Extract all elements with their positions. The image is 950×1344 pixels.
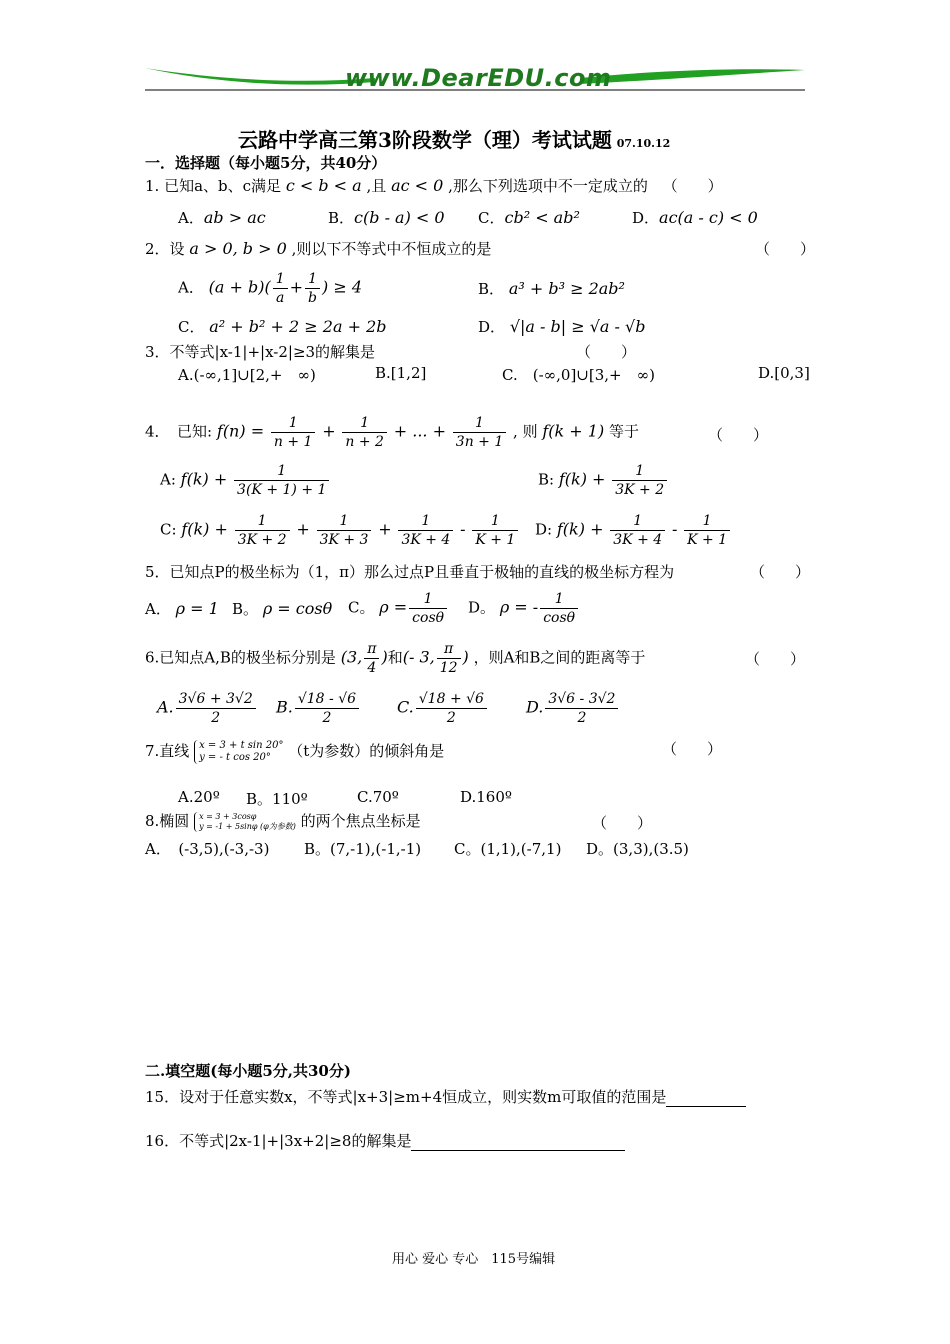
q1-cond2: ac < 0 (391, 176, 444, 195)
q6-b-num: √18 - √6 (295, 690, 359, 709)
q5-a-expr: ρ = 1 (175, 599, 219, 618)
q5-c-pre: ρ = (379, 597, 408, 617)
q15-text: 15．设对于任意实数x，不等式|x+3|≥m+4恒成立，则实数m可取值的范围是 (145, 1088, 667, 1106)
q8-text-a: 8.椭圆 (145, 812, 190, 830)
q6-a-num: 3√6 + 3√2 (176, 690, 256, 709)
q7-paren: （ ） (662, 740, 723, 758)
q7-option-b: B。110º (246, 790, 308, 808)
q5-stem: 5．已知点P的极坐标为（1，π）那么过点P且垂直于极轴的直线的极坐标方程为 (145, 563, 675, 581)
q16-answer-blank[interactable] (411, 1132, 625, 1151)
q4-a-frac (234, 462, 329, 499)
q6-text-b: ，则A和B之间的距离等于 (473, 648, 646, 667)
q4-b-pre: f(k) + (558, 469, 606, 489)
q6-p2-frac (437, 640, 461, 677)
title-date: 07.10.12 (616, 137, 671, 150)
q7-option-d: D.160º (460, 788, 512, 806)
q1-text-a: 1. 已知a、b、c满足 (145, 177, 282, 195)
q6-option-c (397, 690, 489, 727)
q1-a-expr: ab > ac (203, 208, 266, 227)
q6-b-label: B. (276, 697, 293, 717)
q6-p2-num: π (437, 640, 461, 659)
q8-option-c: C。(1,1),(-7,1) (454, 840, 562, 858)
q1-text-b: ,且 (366, 177, 387, 195)
q4-d-d1: 3K + 4 (613, 532, 663, 548)
q4-frac2 (342, 414, 387, 451)
q4-c-p2: + (378, 519, 392, 539)
q2-a-label: A． (178, 278, 204, 297)
q15-answer-blank[interactable] (666, 1088, 746, 1107)
q15 (145, 1086, 746, 1107)
logo-text: www.DearEDU.com (345, 64, 612, 92)
q8-option-d: D。(3,3),(3.5) (586, 840, 689, 858)
q8-option-b: B。(7,-1),(-1,-1) (304, 840, 422, 858)
q1-text-c: ,那么下列选项中不一定成立的 (448, 177, 648, 195)
q7-sys-line2: y = - t cos 20° (199, 752, 271, 763)
q4-c-frac4 (472, 512, 518, 549)
q3-option-c: C. (-∞,0]∪[3,+ ∞) (502, 366, 655, 384)
q4-option-a (160, 462, 331, 499)
q6-p1-post: ) (381, 647, 388, 667)
q2-a-frac2-den: b (308, 290, 318, 306)
q1-b-label: B． (328, 209, 355, 227)
q4-c-frac2 (317, 512, 372, 549)
q5-option-b (232, 598, 332, 619)
q4-c-d3: 3K + 4 (401, 532, 451, 548)
q5-d-frac (540, 590, 578, 627)
q4-c-p1: + (296, 519, 310, 539)
q6-d-frac (545, 690, 618, 727)
q6-text-a: 6.已知点A,B的极坐标分别是 (145, 648, 336, 667)
q1-c-expr: cb² < ab² (504, 208, 580, 227)
q7-option-c: C.70º (357, 788, 399, 806)
q4-text-b: , 则 (513, 422, 538, 441)
q2-option-b (478, 278, 625, 299)
q4-c-n3: 1 (398, 512, 453, 531)
q2-b-expr: a³ + b³ ≥ 2ab² (508, 279, 625, 298)
q6-p1-pre: (3, (340, 647, 363, 667)
q4-option-b (538, 462, 669, 499)
q2-text-b: ,则以下不等式中不恒成立的是 (291, 240, 492, 258)
q1-c-label: C． (478, 209, 505, 227)
q4-c-n4: 1 (472, 512, 518, 531)
q3-stem: 3．不等式|x-1|+|x-2|≥3的解集是 (145, 343, 376, 361)
q2-paren: （ ） (755, 240, 816, 258)
q5-d-den: cosθ (543, 610, 576, 626)
q1-option-d (632, 207, 758, 228)
q6-stem (145, 640, 645, 677)
q6-b-den: 2 (322, 710, 332, 726)
q4-d-minus: - (671, 519, 678, 539)
q1-option-b (328, 207, 445, 228)
q3-option-b: B.[1,2] (375, 364, 427, 382)
page-title (238, 124, 670, 153)
q4-frac1-den: n + 1 (273, 434, 313, 450)
q2-a-frac1 (273, 270, 288, 307)
q4-frac3 (453, 414, 506, 451)
q3-paren: （ ） (576, 343, 637, 361)
q6-option-d (526, 690, 620, 727)
q2-a-pre: (a + b)( (208, 277, 271, 297)
q5-option-a (145, 598, 219, 619)
q7-text-b: （t为参数）的倾斜角是 (288, 742, 445, 760)
q2-a-frac2-num: 1 (305, 270, 320, 289)
q8-paren: （ ） (592, 814, 653, 832)
q6-c-frac (416, 690, 487, 727)
q16 (145, 1130, 625, 1151)
q4-d-n1: 1 (610, 512, 665, 531)
q5-c-label: C。 (348, 598, 375, 617)
q6-and: 和 (387, 648, 403, 667)
q6-c-den: 2 (446, 710, 456, 726)
q5-c-frac (409, 590, 447, 627)
q5-paren: （ ） (750, 563, 811, 581)
q4-c-d4: K + 1 (475, 532, 516, 548)
q7-option-a: A.20º (178, 788, 220, 806)
q5-d-label: D。 (468, 598, 496, 617)
q5-c-num: 1 (409, 590, 447, 609)
q6-paren: （ ） (745, 650, 806, 668)
q7-text-a: 7.直线 (145, 742, 190, 760)
q8-sys-line1: x = 3 + 3cosφ (199, 812, 257, 821)
q4-c-n1: 1 (235, 512, 290, 531)
q2-a-post: ) ≥ 4 (322, 277, 363, 297)
q4-frac3-den: 3n + 1 (455, 434, 504, 450)
q4-frac3-num: 1 (453, 414, 506, 433)
q7-sys-line1: x = 3 + t sin 20° (199, 740, 284, 751)
q2-a-frac1-num: 1 (273, 270, 288, 289)
q6-option-b (276, 690, 361, 727)
q1-cond1: c < b < a (285, 176, 362, 195)
q6-p1-den: 4 (367, 660, 377, 676)
q4-plus: + (322, 421, 336, 441)
q6-p1-num: π (364, 640, 379, 659)
q4-dots: + ... + (393, 421, 446, 441)
q6-a-den: 2 (211, 710, 221, 726)
q4-b-frac (612, 462, 667, 499)
q4-fk1: f(k + 1) (542, 421, 605, 441)
q5-c-den: cosθ (412, 610, 445, 626)
q5-d-num: 1 (540, 590, 578, 609)
q4-a-den: 3(K + 1) + 1 (237, 482, 327, 498)
q4-c-pre: f(k) + (181, 519, 228, 539)
q2-a-frac1-den: a (276, 290, 285, 306)
q1-d-expr: ac(a - c) < 0 (659, 208, 758, 227)
q5-option-d (468, 590, 580, 627)
q5-b-label: B。 (232, 600, 259, 618)
q4-frac2-den: n + 2 (345, 434, 384, 450)
q4-d-d2: K + 1 (687, 532, 728, 548)
q4-text-c: 等于 (609, 422, 640, 441)
q2-a-frac2 (305, 270, 320, 307)
q2-a-plus: + (289, 277, 304, 297)
q7-equation-system (194, 740, 283, 764)
q5-d-pre: ρ = - (499, 597, 539, 617)
q4-b-den: 3K + 2 (615, 482, 665, 498)
q6-c-num: √18 + √6 (416, 690, 487, 709)
q2-option-c (178, 316, 387, 337)
q6-p2-pre: (- 3, (402, 647, 435, 667)
q1-b-expr: c(b - a) < 0 (354, 208, 445, 227)
q8-sys-line2-wrap (199, 822, 296, 832)
q6-a-label: A. (157, 697, 174, 717)
q8-option-a: A． (-3,5),(-3,-3) (145, 840, 270, 858)
q8-stem (145, 810, 421, 832)
q16-text: 16．不等式|2x-1|+|3x+2|≥8的解集是 (145, 1132, 412, 1150)
q8-sys-note: (φ为参数) (260, 822, 296, 831)
q4-c-n2: 1 (317, 512, 372, 531)
q4-frac2-num: 1 (342, 414, 387, 433)
q4-option-d (535, 512, 732, 549)
q4-c-d2: 3K + 3 (319, 532, 369, 548)
q4-a-label: A: (160, 470, 176, 489)
section1-heading: 一．选择题（每小题5分，共40分） (145, 154, 387, 172)
q1-paren: （ ） (662, 177, 723, 195)
q1-option-c (478, 207, 580, 228)
q4-b-num: 1 (612, 462, 667, 481)
q4-fn: f(n) = (216, 421, 265, 441)
q4-frac1 (271, 414, 316, 451)
q2-option-a (178, 270, 362, 307)
q2-text-a: 2．设 (145, 240, 185, 258)
q4-d-label: D: (535, 520, 553, 539)
q1-option-a (178, 207, 266, 228)
q7-stem (145, 740, 444, 764)
q6-d-den: 2 (577, 710, 587, 726)
q8-text-b: 的两个焦点坐标是 (300, 812, 421, 830)
q4-c-label: C: (160, 520, 177, 539)
q1-d-label: D． (632, 209, 660, 227)
q2-b-label: B． (478, 280, 505, 298)
q4-b-label: B: (538, 470, 555, 489)
q3-option-a: A.(-∞,1]∪[2,+ ∞) (178, 366, 316, 384)
q8-equation-system (194, 812, 296, 832)
q8-sys-line2: y = -1 + 5sinφ (199, 822, 258, 831)
q4-d-pre: f(k) + (556, 519, 604, 539)
q4-stem (145, 414, 639, 451)
q6-d-num: 3√6 - 3√2 (545, 690, 618, 709)
q4-paren: （ ） (708, 426, 769, 444)
section2-heading: 二.填空题(每小题5分,共30分) (145, 1062, 351, 1080)
q4-c-d1: 3K + 2 (237, 532, 287, 548)
q5-b-expr: ρ = cosθ (262, 599, 333, 618)
q6-p1-frac (364, 640, 379, 677)
q4-frac1-num: 1 (271, 414, 316, 433)
q4-a-pre: f(k) + (180, 469, 228, 489)
q2-cond: a > 0, b > 0 (189, 239, 287, 258)
q4-c-frac1 (235, 512, 290, 549)
q4-c-minus: - (460, 519, 466, 539)
q5-option-c (348, 590, 449, 627)
q2-c-label: C． (178, 318, 205, 336)
q2-d-label: D． (478, 318, 506, 336)
q5-a-label: A． (145, 600, 171, 618)
q4-text-a: 4． 已知: (145, 422, 213, 441)
page-footer: 用心 爱心 专心 115号编辑 (392, 1252, 556, 1267)
q1-a-label: A． (178, 209, 204, 227)
q2-stem (145, 238, 491, 259)
q6-p2-den: 12 (439, 660, 458, 676)
q1-stem (145, 175, 723, 196)
q6-a-frac (176, 690, 256, 727)
title-main: 云路中学高三第3阶段数学（理）考试试题 (238, 128, 612, 152)
q4-c-frac3 (398, 512, 453, 549)
q2-c-expr: a² + b² + 2 ≥ 2a + 2b (209, 317, 387, 336)
q4-d-frac2 (684, 512, 730, 549)
q4-a-num: 1 (234, 462, 329, 481)
q6-c-label: C. (397, 697, 414, 717)
q3-option-d: D.[0,3] (758, 364, 810, 382)
q4-d-n2: 1 (684, 512, 730, 531)
q6-p2-post: ) (462, 647, 469, 667)
q2-option-d (478, 316, 645, 337)
q6-option-a (157, 690, 258, 727)
q6-d-label: D. (526, 697, 544, 717)
q2-d-expr: √|a - b| ≥ √a - √b (509, 317, 646, 336)
q4-d-frac1 (610, 512, 665, 549)
q6-b-frac (295, 690, 359, 727)
q4-option-c (160, 512, 520, 549)
